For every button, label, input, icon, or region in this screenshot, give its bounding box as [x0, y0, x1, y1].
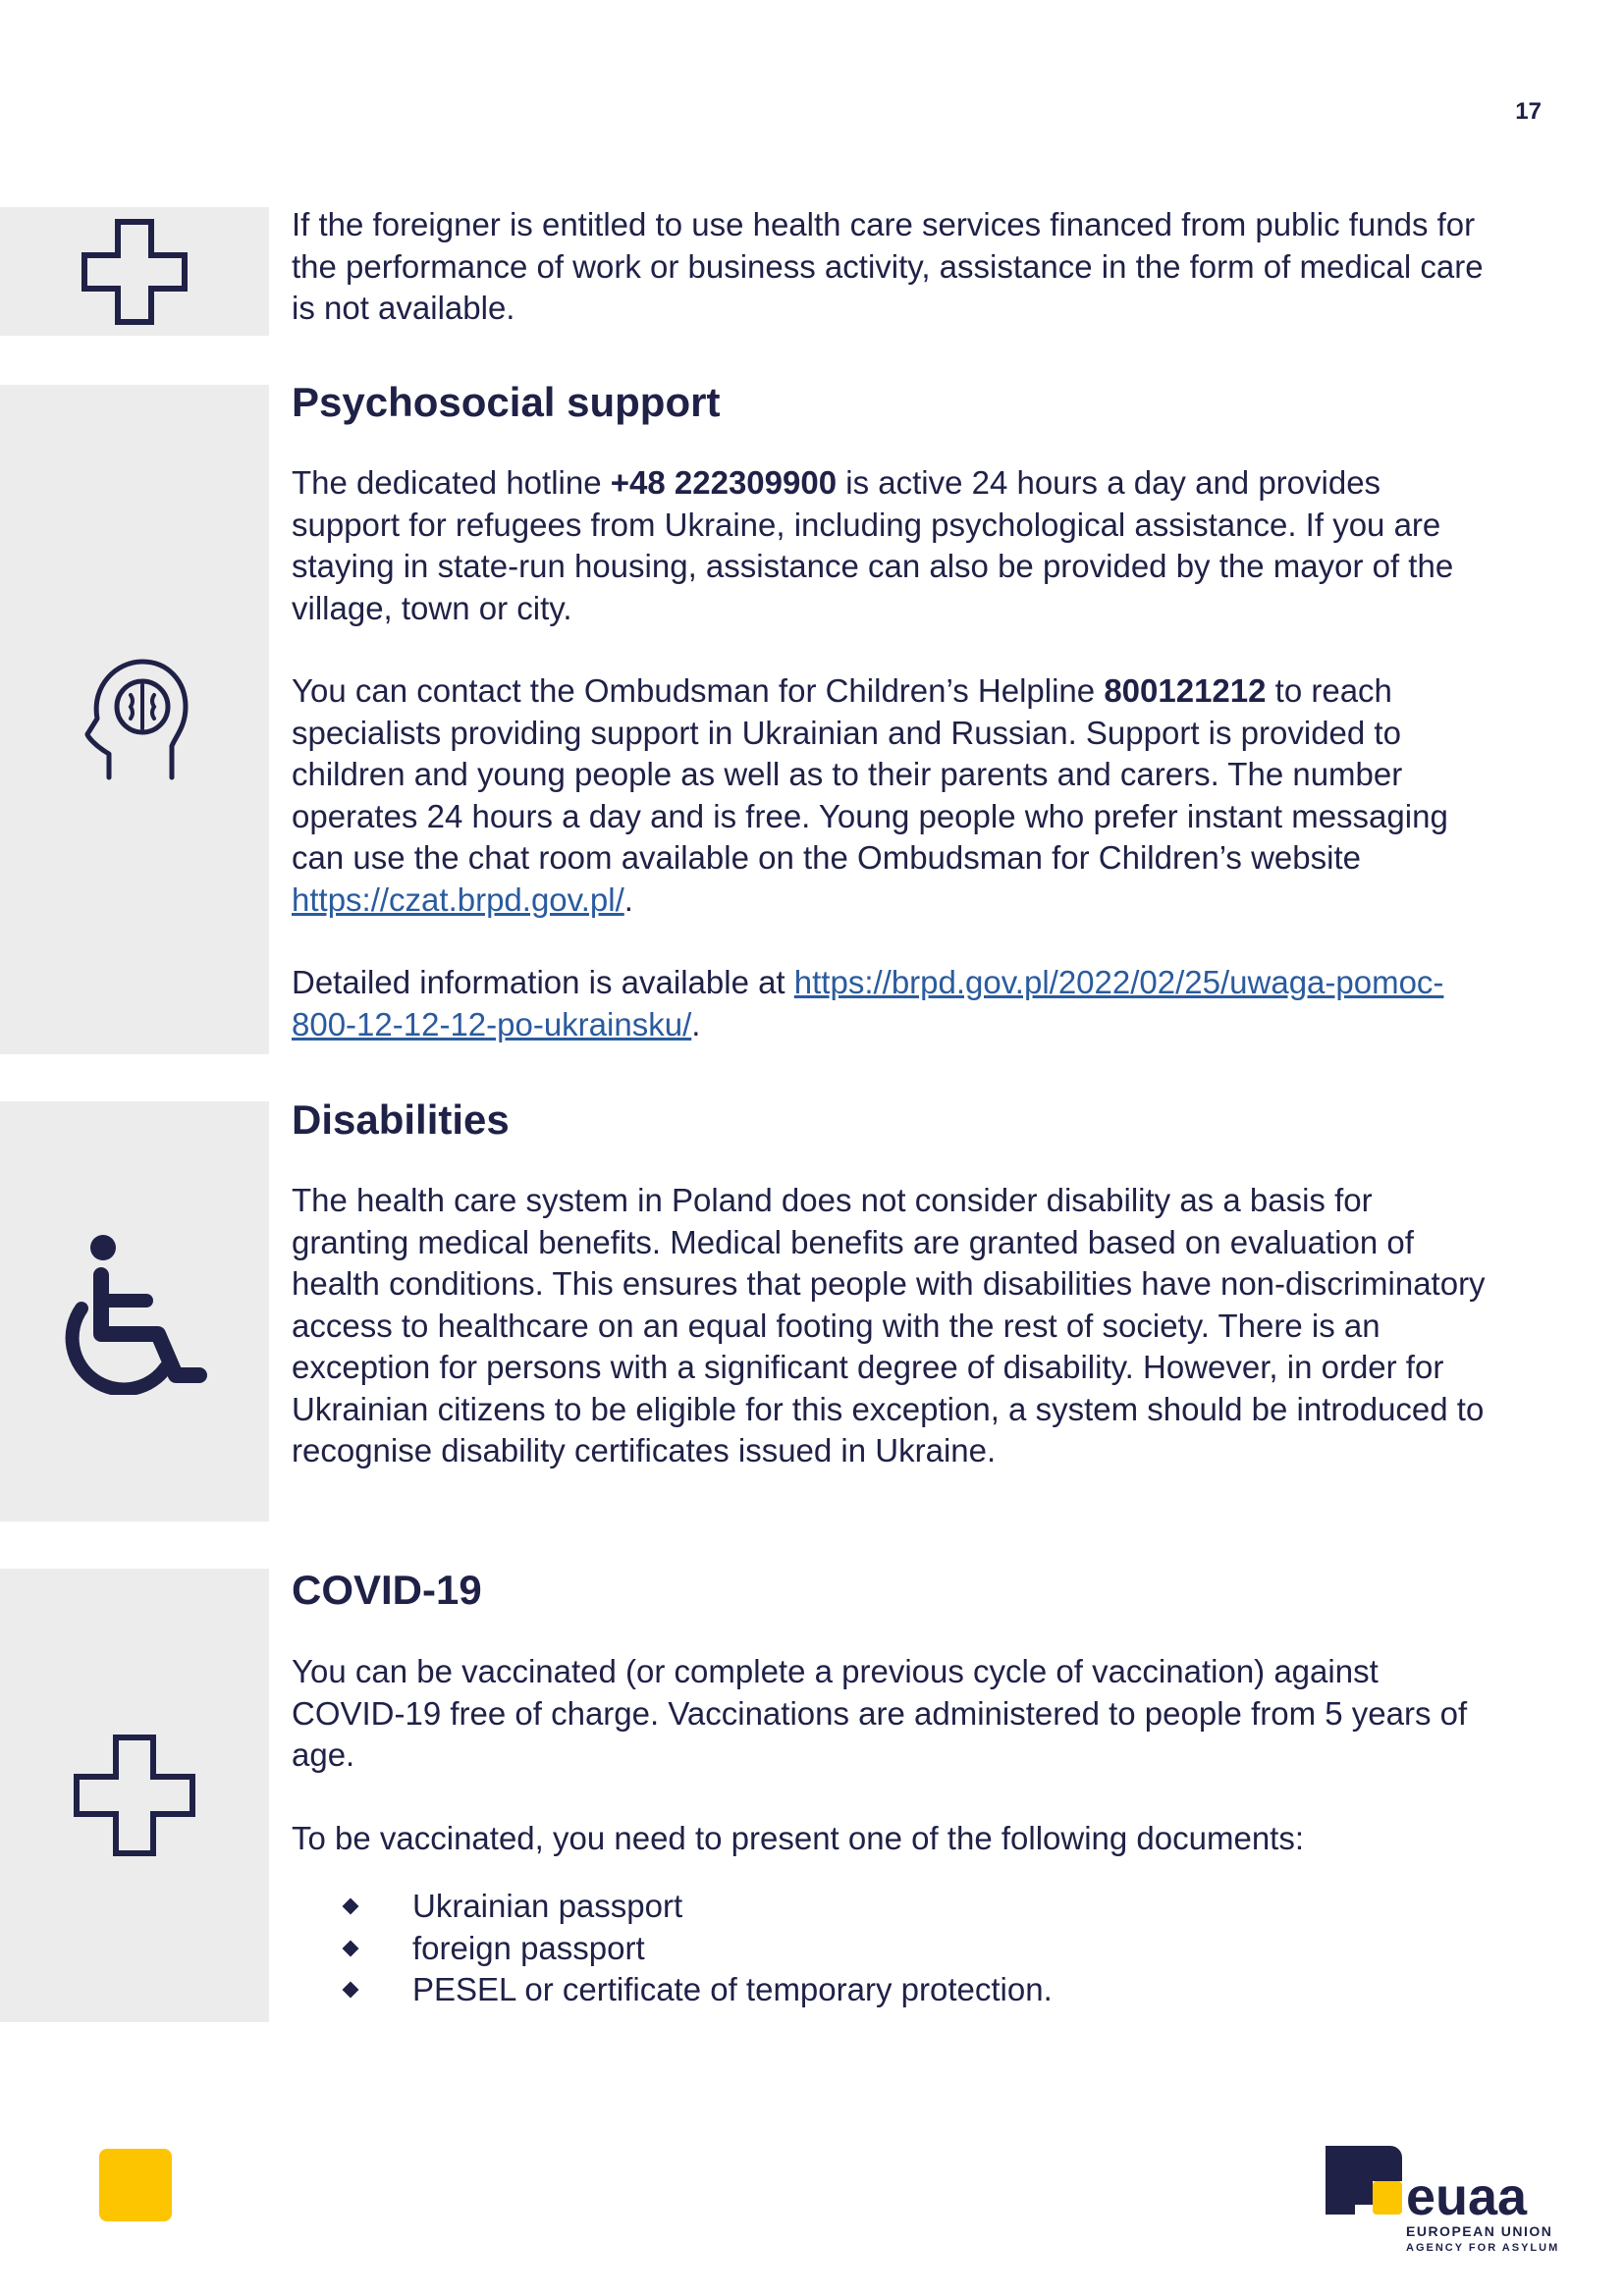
covid-vaccination-paragraph: You can be vaccinated (or complete a previous cycle of vaccination) against COVID-19 free of charge. Vaccinations are administered to people from 5 years of age.: [292, 1653, 1468, 1773]
detailed-info-paragraph: Detailed information is available at https://brpd.gov.pl/2022/02/25/uwaga-pomoc-800-12-12-12-po-ukrainsku/.: [292, 964, 1444, 1042]
bullet-diamond-icon: [343, 1940, 359, 1956]
section-heading-disabilities: Disabilities: [292, 1096, 510, 1143]
covid-section: [292, 1563, 1489, 2011]
medical-cross-icon: [81, 218, 189, 326]
list-item: Ukrainian passport: [292, 1886, 1489, 1928]
psychosocial-section: [292, 375, 1489, 1045]
bullet-diamond-icon: [343, 1898, 359, 1915]
helpline-number: 800121212: [1104, 672, 1267, 709]
wheelchair-icon: [56, 1228, 213, 1395]
page-number: 17: [1515, 98, 1542, 125]
decorative-yellow-square: [99, 2149, 172, 2221]
czat-link[interactable]: https://czat.brpd.gov.pl/: [292, 881, 624, 918]
list-item: foreign passport: [292, 1928, 1489, 1970]
logo-wordmark: euaa: [1406, 2167, 1528, 2226]
intro-section: [292, 204, 1489, 330]
psychosocial-icon-panel: [0, 385, 269, 1054]
disabilities-icon-panel: [0, 1101, 269, 1522]
covid-documents-intro: To be vaccinated, you need to present one of the following documents:: [292, 1819, 1305, 1856]
intro-icon-panel: [0, 207, 269, 336]
intro-text: If the foreigner is entitled to use health care services financed from public funds for the performance of work or business activity, assistance in the form of medical care is not available.: [292, 206, 1484, 326]
list-item: PESEL or certificate of temporary protection.: [292, 1969, 1489, 2011]
hotline-number: +48 222309900: [610, 464, 838, 501]
logo-line2: AGENCY FOR ASYLUM: [1406, 2242, 1560, 2254]
brain-head-icon: [78, 656, 191, 783]
logo-line1: EUROPEAN UNION: [1406, 2223, 1553, 2239]
brpd-info-link[interactable]: https://brpd.gov.pl/2022/02/25/uwaga-pomoc-800-12-12-12-po-ukrainsku/: [292, 964, 1444, 1042]
section-heading-covid: COVID-19: [292, 1567, 482, 1613]
section-heading-psychosocial: Psychosocial support: [292, 379, 721, 425]
covid-icon-panel: [0, 1569, 269, 2022]
bullet-diamond-icon: [343, 1982, 359, 1999]
disabilities-text: The health care system in Poland does not consider disability as a basis for granting medical benefits. Medical benefits are granted based on evaluation of health conditions. This ensures that people with disabilities have non-discriminatory access to healthcare on an equal footing with the rest of society. There is an exception for persons with a significant degree of disability. However, in order for Ukrainian citizens to be eligible for this exception, a system should be introduced to recognise disability certificates issued in Ukraine.: [292, 1182, 1486, 1468]
medical-cross-icon: [73, 1734, 196, 1857]
disabilities-section: [292, 1093, 1489, 1472]
documents-list: [292, 1886, 1489, 2011]
hotline-paragraph: The dedicated hotline +48 222309900 is active 24 hours a day and provides support for refugees from Ukraine, including psychological assistance. If you are staying in state-run housing, assistance can also be provided by the mayor of the village, town or city.: [292, 464, 1454, 626]
ombudsman-paragraph: You can contact the Ombudsman for Children’s Helpline 800121212 to reach specialists providing support in Ukrainian and Russian. Support is provided to children and young people as well as to their parents and carers. The number operates 24 hours a day and is free. Young people who prefer instant messaging can use the chat room available on the Ombudsman for Children’s website https://czat.brpd.gov.pl/.: [292, 672, 1448, 918]
